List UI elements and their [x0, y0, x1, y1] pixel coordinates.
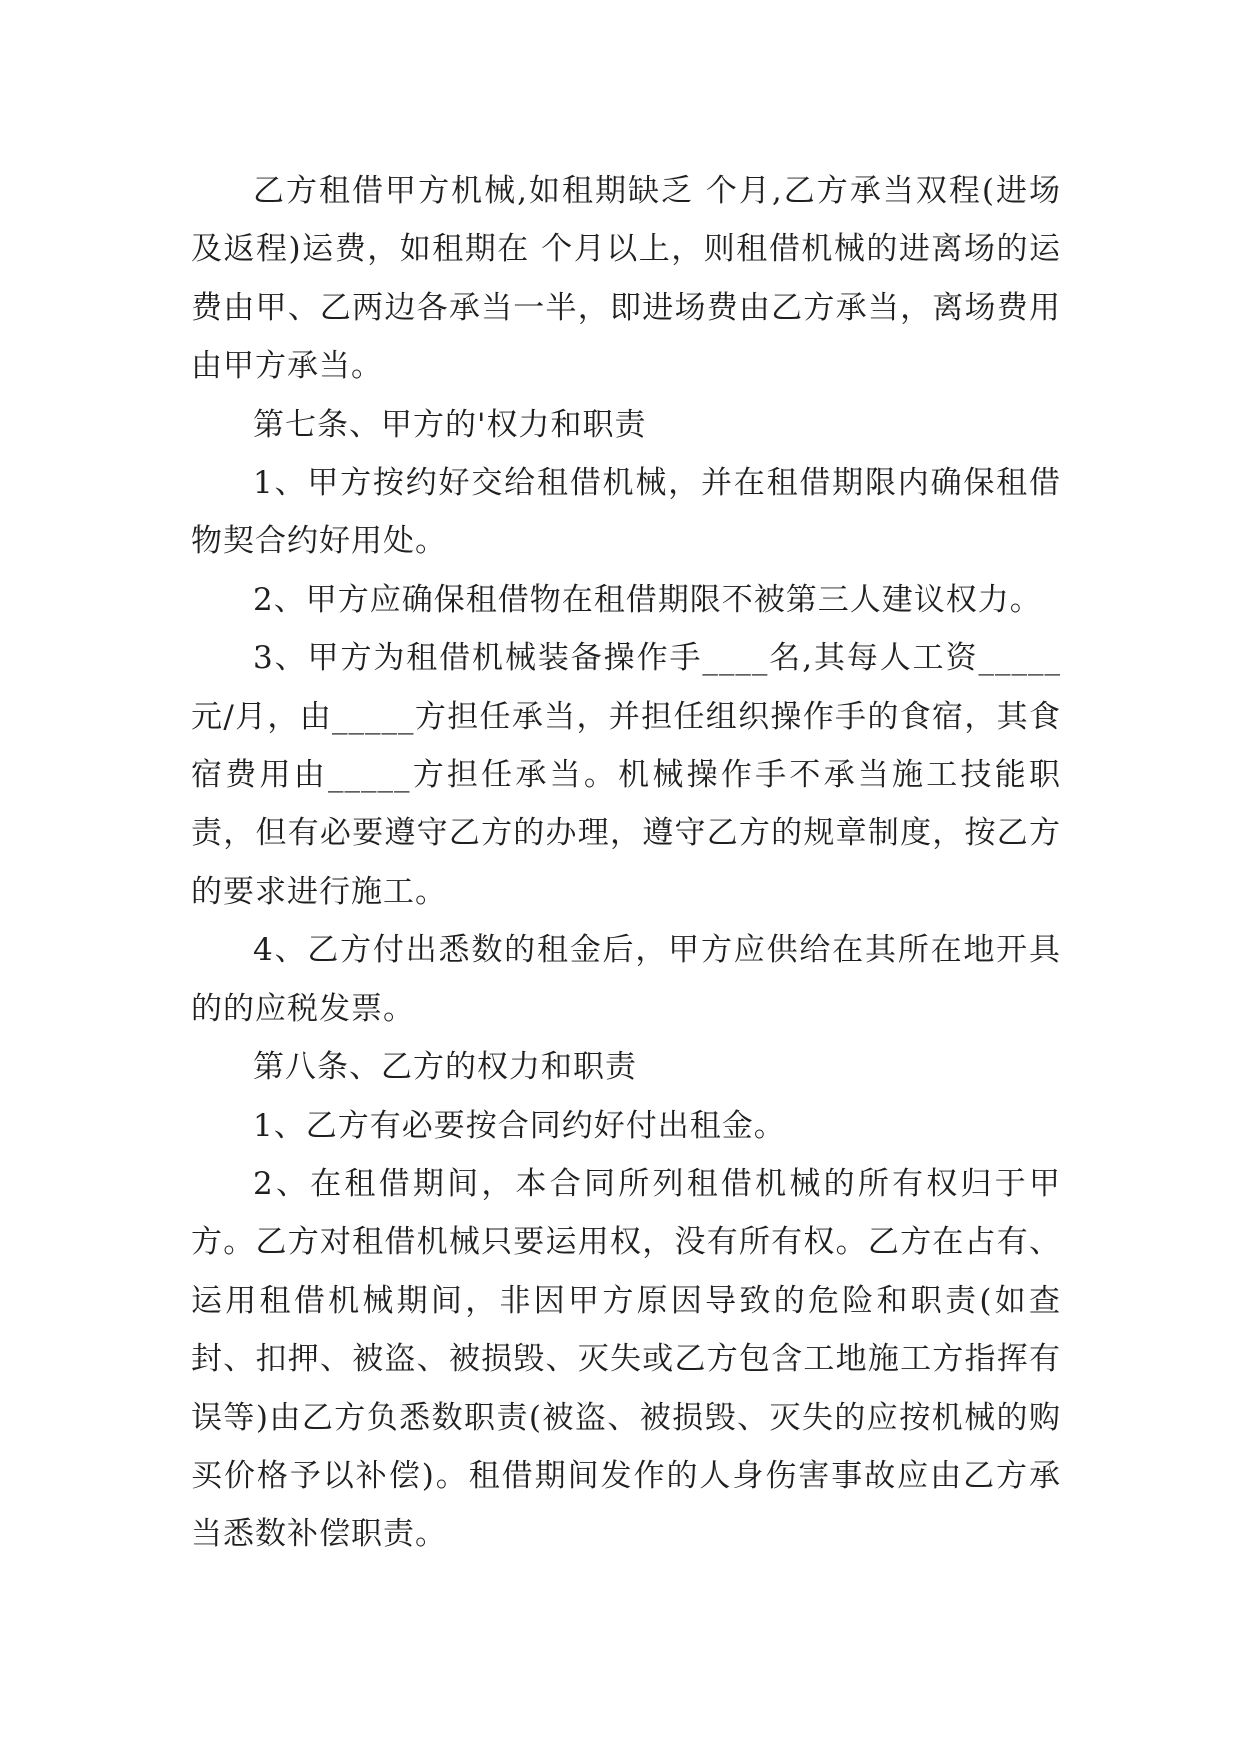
heading-article-7: 第七条、甲方的'权力和职责 — [253, 406, 647, 443]
paragraph-8-2: 2、在租借期间，本合同所列租借机械的所有权归于甲方。乙方对租借机械只要运用权，没有所有权。乙方在占有、运用租借机械期间，非因甲方原因导致的危险和职责(如查封、扣押、被盗、被损毁、灭失或乙方包含工地施工方指挥有误等)由乙方负悉数职责(被盗、被损毁、灭失的应按机械的购买价格予以补偿)。租借期间发作的人身伤害事故应由乙方承当悉数补偿职责。 — [191, 1165, 1061, 1553]
paragraph-7-1: 1、甲方按约好交给租借机械，并在租借期限内确保租借物契合约好用处。 — [191, 465, 1061, 560]
paragraph-7-2: 2、甲方应确保租借物在租借期限不被第三人建议权力。 — [253, 581, 1042, 618]
paragraph-7-4: 4、乙方付出悉数的租金后，甲方应供给在其所在地开具的的应税发票。 — [191, 932, 1061, 1027]
contract-body — [191, 162, 1061, 1564]
paragraph-8-1: 1、乙方有必要按合同约好付出租金。 — [253, 1107, 786, 1144]
heading-article-8: 第八条、乙方的权力和职责 — [253, 1049, 637, 1086]
paragraph-transport-fees: 乙方租借甲方机械,如租期缺乏 个月,乙方承当双程(进场及返程)运费，如租期在 个月以上，则租借机械的进离场的运费由甲、乙两边各承当一半，即进场费由乙方承当，离场费用由甲方承当。 — [191, 173, 1061, 385]
paragraph-7-3: 3、甲方为租借机械装备操作手____名,其每人工资_____元/月，由_____方担任承当，并担任组织操作手的食宿，其食宿费用由_____方担任承当。机械操作手不承当施工技能职责，但有必要遵守乙方的办理，遵守乙方的规章制度，按乙方的要求进行施工。 — [191, 640, 1061, 910]
